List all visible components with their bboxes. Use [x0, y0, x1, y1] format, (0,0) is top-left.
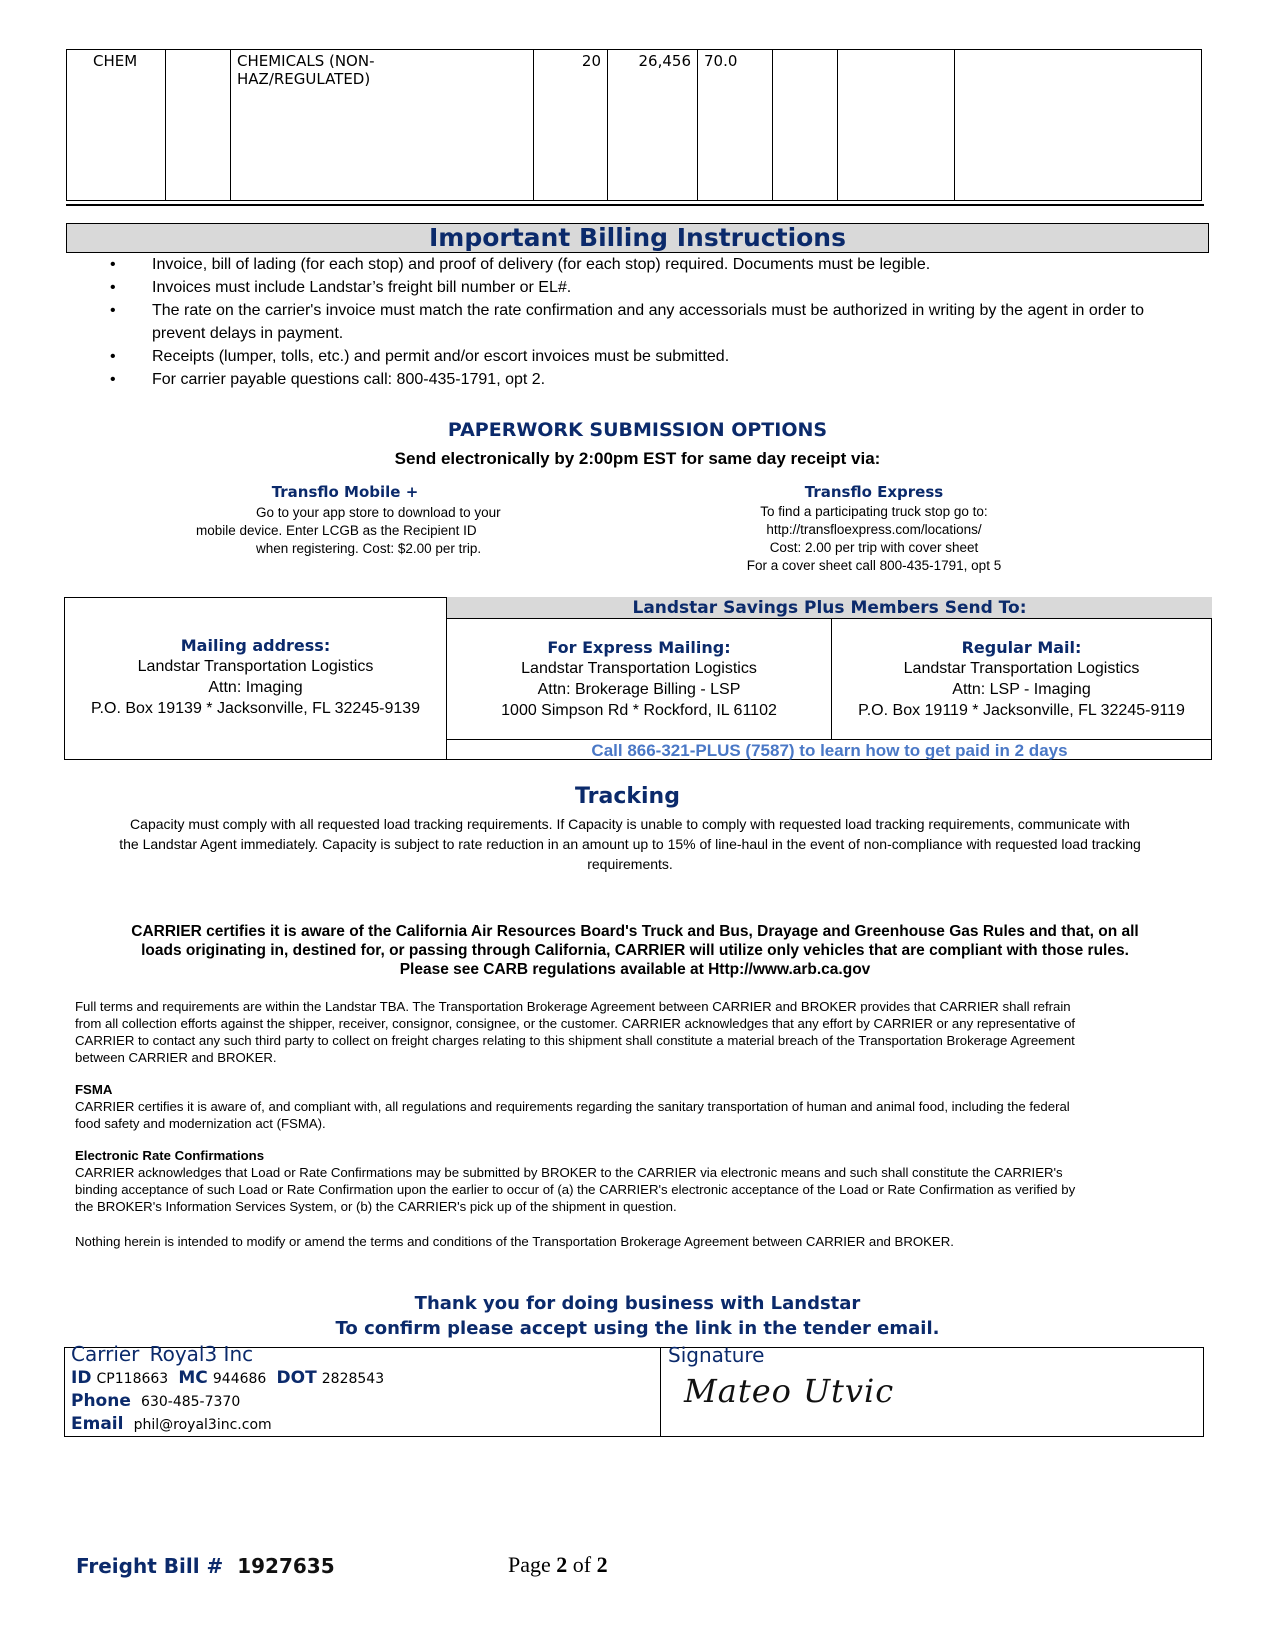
- savings-plus-call: Call 866-321-PLUS (7587) to learn how to get paid in 2 days: [591, 741, 1068, 760]
- express-mailing-title: For Express Mailing:: [547, 638, 731, 657]
- billing-title: Important Billing Instructions: [66, 223, 1209, 253]
- commodity-pieces: 20: [534, 50, 608, 201]
- list-item: • Invoice, bill of lading (for each stop) and proof of delivery (for each stop) required. Documents must be legible.: [110, 256, 931, 273]
- page-number: Page 2 of 2: [508, 1552, 608, 1577]
- paperwork-title: PAPERWORK SUBMISSION OPTIONS: [447, 419, 828, 441]
- regular-mail-title: Regular Mail:: [961, 638, 1082, 657]
- carrier-email: phil@royal3inc.com: [133, 1417, 272, 1433]
- commodity-code: CHEM: [67, 50, 166, 201]
- mailing-title: Mailing address:: [180, 636, 331, 655]
- list-item: • Invoices must include Landstar’s freight bill number or EL#.: [110, 279, 572, 296]
- carrier-id: CP118663: [96, 1371, 169, 1387]
- transflo-express-text: To find a participating truck stop go to: http://transfloexpress.com/locations/ Cost: 2.00 per trip with cover sheet For a cover sheet call 800-435-1791, opt 5: [746, 504, 1002, 573]
- carb-notice: CARRIER certifies it is aware of the California Air Resources Board's Truck and Bus, Drayage and Greenhouse Gas Rules and that, on all loads originating in, destined for, or passing through California, CARRIER will utilize only vehicles that are compliant with those rules. Please see CARB regulations available at Http://www.arb.ca.gov: [131, 923, 1139, 978]
- transflo-mobile-title: Transflo Mobile +: [271, 483, 419, 501]
- empty-cell: [166, 50, 231, 201]
- closing-message: Thank you for doing business with Landstar To confirm please accept using the link in the tender email.: [335, 1293, 940, 1339]
- carrier-name: Royal3 Inc: [149, 1342, 254, 1366]
- signature: Mateo Utvic: [684, 1372, 895, 1410]
- fsma-title: FSMA: [75, 1082, 113, 1097]
- carrier-dot: 2828543: [321, 1371, 385, 1387]
- empty-cell: [773, 50, 838, 201]
- commodity-table: [66, 49, 1202, 201]
- transflo-express-title: Transflo Express: [804, 483, 944, 501]
- transflo-express-block: [696, 483, 1052, 575]
- commodity-weight: 26,456: [608, 50, 698, 201]
- list-item: • The rate on the carrier's invoice must match the rate confirmation and any accessorials must be authorized in writing by the agent in order to prevent delays in payment.: [110, 302, 1144, 342]
- mailing-address: Mailing address: Landstar Transportation Logistics Attn: Imaging P.O. Box 19139 * Jacksonville, FL 32245-9139: [64, 635, 447, 719]
- nothing-herein: Nothing herein is intended to modify or amend the terms and conditions of the Transportation Brokerage Agreement between CARRIER and BROKER.: [75, 1234, 954, 1249]
- commodity-description: CHEMICALS (NON- HAZ/REGULATED): [231, 50, 534, 201]
- transflo-mobile-text: Go to your app store to download to your mobile device. Enter LCGB as the Recipient ID when registering. Cost: $2.00 per trip.: [196, 505, 501, 556]
- commodity-class: 70.0: [698, 50, 773, 201]
- fsma-section: FSMA CARRIER certifies it is aware of, and compliant with, all regulations and requirements regarding the sanitary transportation of human and animal food, including the federal food safety and modernization act (FSMA).: [75, 1081, 1225, 1132]
- empty-cell: [955, 50, 1202, 201]
- transflo-mobile-block: [180, 483, 510, 501]
- billing-list: [108, 253, 1178, 391]
- carrier-label: Carrier: [71, 1342, 140, 1366]
- express-mailing-address: For Express Mailing: Landstar Transportation Logistics Attn: Brokerage Billing - LSP 1000 Simpson Rd * Rockford, IL 61102: [447, 637, 831, 721]
- freight-bill-number: 1927635: [237, 1554, 335, 1578]
- terms-paragraph: Full terms and requirements are within the Landstar TBA. The Transportation Brokerage Agreement between CARRIER and BROKER provides that CARRIER shall refrain from all collection efforts against the shipper, receiver, consignor, consignee, or the customer. CARRIER acknowledges that any effort by CARRIER or any representative of CARRIER to contact any such third party to collect on freight charges relating to this shipment shall constitute a material breach of the Transportation Brokerage Agreement between CARRIER and BROKER.: [75, 999, 1076, 1065]
- call-divider: [447, 739, 1212, 740]
- erc-section: Electronic Rate Confirmations CARRIER acknowledges that Load or Rate Confirmations may be submitted by BROKER to the CARRIER via electronic means and such shall constitute the CARRIER's binding acceptance of such Load or Rate Confirmation upon the earlier to occur of (a) the CARRIER's electronic acceptance of the Load or Rate Confirmation as verified by the BROKER's Information Services System, or (b) the CARRIER's pick up of the shipment in question.: [75, 1147, 1225, 1215]
- tracking-text: Capacity must comply with all requested load tracking requirements. If Capacity is unable to comply with requested load tracking requirements, communicate with the Landstar Agent immediately. Capacity is subject to rate reduction in an amount up to 15% of line-haul in the event of non-compliance with requested load tracking requirements.: [119, 816, 1141, 872]
- freight-bill: Freight Bill # 1927635: [76, 1554, 335, 1578]
- list-item: • For carrier payable questions call: 800-435-1791, opt 2.: [110, 371, 546, 388]
- erc-title: Electronic Rate Confirmations: [75, 1148, 265, 1163]
- empty-cell: [838, 50, 955, 201]
- table-row: [67, 50, 1202, 201]
- carrier-info: Carrier Royal3 Inc ID CP118663 MC 944686 DOT 2828543 Phone 630-485-7370 Email phil@royal3inc.com: [71, 1342, 385, 1434]
- table-bottom-rule: [66, 204, 1204, 206]
- savings-plus-header: Landstar Savings Plus Members Send To:: [632, 598, 1027, 618]
- tracking-title: Tracking: [575, 784, 680, 809]
- regular-mail-address: Regular Mail: Landstar Transportation Logistics Attn: LSP - Imaging P.O. Box 19119 * Jacksonville, FL 32245-9119: [831, 637, 1212, 721]
- signature-label: Signature: [668, 1343, 765, 1367]
- paperwork-subtitle: Send electronically by 2:00pm EST for same day receipt via:: [394, 449, 881, 468]
- carrier-mc: 944686: [212, 1371, 267, 1387]
- carrier-phone: 630-485-7370: [141, 1394, 241, 1410]
- list-item: • Receipts (lumper, tolls, etc.) and permit and/or escort invoices must be submitted.: [110, 348, 730, 365]
- carrier-divider: [660, 1347, 661, 1437]
